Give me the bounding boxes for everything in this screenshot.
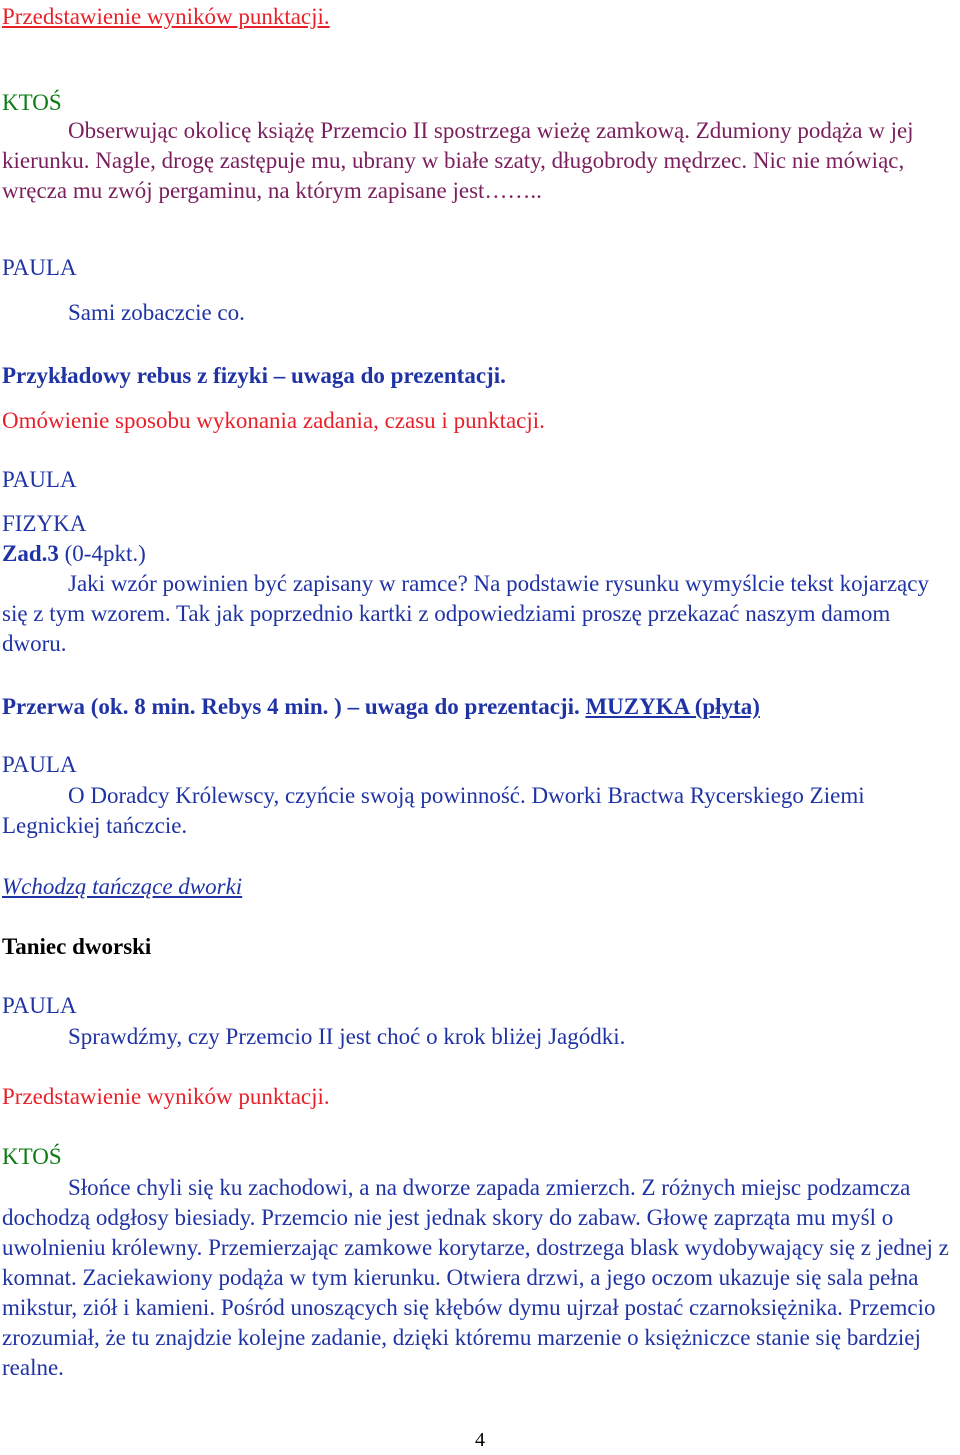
speaker-paula: PAULA	[2, 467, 77, 492]
score-note-link[interactable]: Przedstawienie wyników punktacji.	[2, 4, 330, 29]
speaker-paula: PAULA	[2, 993, 77, 1018]
break-note	[2, 692, 954, 722]
task-points: (0-4pkt.)	[58, 541, 146, 566]
speaker-ktos: KTOŚ	[2, 1144, 62, 1169]
page-number: 4	[475, 1429, 485, 1451]
speaker-paula: PAULA	[2, 752, 77, 777]
instruction-note: Omówienie sposobu wykonania zadania, czasu i punktacji.	[2, 408, 545, 433]
narration-paragraph: Słońce chyli się ku zachodowi, a na dworze zapada zmierzch. Z różnych miejsc podzamcza dochodzą odgłosy biesiady. Przemcio nie jest jednak skory do zabaw. Głowę zaprząta mu myśl o uwolnieniu królewny. Przemierzając zamkowe korytarze, dostrzega blask wydobywający się z jednej z komnat. Zaciekawiony podąża w tym kierunku. Otwiera drzwi, a jego oczom ukazuje się sala pełna mikstur, ziół i kamieni. Pośród unoszących się kłębów dymu ujrzał postać czarnoksiężnika. Przemcio zrozumiał, że tu znajdzie kolejne zadanie, dzięki któremu marzenie o księżniczce stanie się bardziej realne.	[2, 1175, 949, 1380]
stage-note: Przykładowy rebus z fizyki – uwaga do prezentacji.	[2, 363, 506, 388]
narration-paragraph: Obserwując okolicę książę Przemcio II spostrzega wieżę zamkową. Zdumiony podąża w jej kierunku. Nagle, drogę zastępuje mu, ubrany w białe szaty, długobrody mędrzec. Nic nie mówiąc, wręcza mu zwój pergaminu, na którym zapisane jest……..	[2, 118, 914, 203]
paula-line: O Doradcy Królewscy, czyńcie swoją powinność. Dworki Bractwa Rycerskiego Ziemi Legnickiej tańczcie.	[2, 783, 865, 838]
dance-entry-link[interactable]: Wchodzą tańczące dworki	[2, 874, 243, 899]
task-number: Zad.3	[2, 541, 59, 566]
music-link[interactable]: MUZYKA (płyta)	[585, 694, 760, 719]
paula-line: Sami zobaczcie co.	[68, 300, 245, 325]
subject-label: FIZYKA	[2, 511, 87, 536]
score-note: Przedstawienie wyników punktacji.	[2, 1084, 330, 1109]
speaker-paula: PAULA	[2, 255, 77, 280]
speaker-ktos: KTOŚ	[2, 90, 62, 115]
paula-line: Sprawdźmy, czy Przemcio II jest choć o krok bliżej Jagódki.	[68, 1024, 626, 1049]
break-text: Przerwa (ok. 8 min. Rebys 4 min. ) – uwaga do prezentacji.	[2, 694, 586, 719]
dance-title: Taniec dworski	[2, 934, 152, 959]
task-text: Jaki wzór powinien być zapisany w ramce? Na podstawie rysunku wymyślcie tekst kojarzący się z tym wzorem. Tak jak poprzednio kartki z odpowiedziami proszę przekazać naszym damom dworu.	[2, 571, 929, 656]
task-header	[2, 539, 954, 569]
